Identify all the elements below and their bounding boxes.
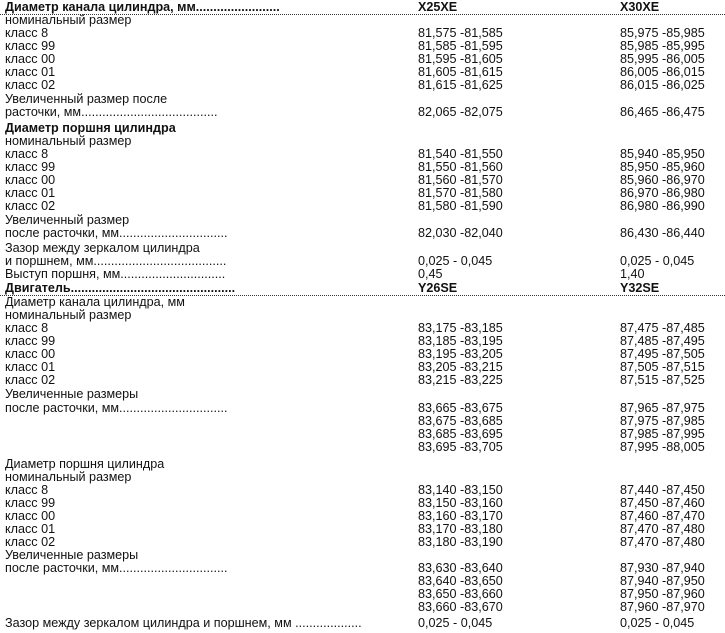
spec-row — [0, 106, 725, 120]
spec-label: номинальный размер — [5, 13, 132, 27]
spec-label: класс 02 — [5, 199, 56, 213]
spec-row — [0, 374, 725, 388]
spec-value-col1: 83,140 -83,150 — [418, 483, 503, 497]
section-header-label: Диаметр канала цилиндра, мм........................ — [5, 0, 280, 14]
spec-label: Зазор между зеркалом цилиндра и поршнем, мм ................... — [5, 616, 362, 630]
spec-label: Диаметр поршня цилиндра — [5, 457, 165, 471]
spec-row — [0, 441, 725, 455]
spec-value-col2: 87,485 -87,495 — [620, 334, 705, 348]
spec-value-col1: 83,185 -83,195 — [418, 334, 503, 348]
spec-row — [0, 617, 725, 631]
spec-value-col1: 83,665 -83,675 — [418, 401, 503, 415]
spec-value-col2: 85,995 -86,005 — [620, 52, 705, 66]
spec-value-col1: 83,630 -83,640 — [418, 561, 503, 575]
spec-value-col1: 81,595 -81,605 — [418, 52, 503, 66]
spec-row — [0, 484, 725, 498]
spec-value-col2: 85,975 -85,985 — [620, 26, 705, 40]
spec-value-col2: 87,985 -87,995 — [620, 427, 705, 441]
spec-label: Увеличенный размер — [5, 213, 130, 227]
spec-row — [0, 135, 725, 149]
spec-row — [0, 348, 725, 362]
spec-value-col2: 85,960 -86,970 — [620, 173, 705, 187]
spec-label: класс 00 — [5, 52, 56, 66]
spec-value-col2: 86,430 -86,440 — [620, 226, 705, 240]
spec-label: класс 8 — [5, 147, 49, 161]
spec-row — [0, 148, 725, 162]
spec-row — [0, 14, 725, 28]
spec-row — [0, 388, 725, 402]
spec-value-col2: 87,470 -87,480 — [620, 535, 705, 549]
spec-label: класс 99 — [5, 496, 56, 510]
spec-row — [0, 40, 725, 54]
spec-row — [0, 402, 725, 416]
spec-value-col2: 86,005 -86,015 — [620, 65, 705, 79]
spec-value-col1: 83,180 -83,190 — [418, 535, 503, 549]
spec-value-col2: 86,980 -86,990 — [620, 199, 705, 213]
spec-value-col1: 83,650 -83,660 — [418, 587, 503, 601]
spec-value-col1: 81,615 -81,625 — [418, 78, 503, 92]
spec-label: после расточки, мм............................... — [5, 401, 228, 415]
spec-value-col1: 83,175 -83,185 — [418, 321, 503, 335]
spec-value-col2: 85,940 -85,950 — [620, 147, 705, 161]
spec-value-col2: 87,495 -87,505 — [620, 347, 705, 361]
spec-value-col1: 82,065 -82,075 — [418, 105, 503, 119]
spec-row — [0, 361, 725, 375]
spec-row — [0, 187, 725, 201]
spec-row — [0, 428, 725, 442]
spec-label: номинальный размер — [5, 308, 132, 322]
spec-label: и поршнем, мм...................................... — [5, 254, 227, 268]
spec-value-col1: 83,640 -83,650 — [418, 574, 503, 588]
spec-row — [0, 335, 725, 349]
spec-row — [0, 497, 725, 511]
spec-label: после расточки, мм............................... — [5, 561, 228, 575]
spec-row — [0, 309, 725, 323]
spec-value-col1: 81,585 -81,595 — [418, 39, 503, 53]
spec-row — [0, 601, 725, 615]
spec-row — [0, 415, 725, 429]
spec-row — [0, 200, 725, 214]
spec-value-col2: 86,015 -86,025 — [620, 78, 705, 92]
spec-label: расточки, мм....................................... — [5, 105, 218, 119]
spec-label: класс 99 — [5, 39, 56, 53]
spec-label: Увеличенный размер после — [5, 92, 168, 106]
spec-row — [0, 27, 725, 41]
spec-value-col1: 83,675 -83,685 — [418, 414, 503, 428]
spec-value-col2: 86,465 -86,475 — [620, 105, 705, 119]
spec-value-col1: 82,030 -82,040 — [418, 226, 503, 240]
spec-label: номинальный размер — [5, 470, 132, 484]
spec-value-col1: 83,150 -83,160 — [418, 496, 503, 510]
spec-value-col1: 83,215 -83,225 — [418, 373, 503, 387]
spec-label: Увеличенные размеры — [5, 387, 139, 401]
spec-value-col2: 1,40 — [620, 267, 645, 281]
spec-value-col1: 0,45 — [418, 267, 443, 281]
spec-row — [0, 53, 725, 67]
spec-value-col1: 83,160 -83,170 — [418, 509, 503, 523]
spec-label: класс 01 — [5, 186, 56, 200]
spec-label: класс 01 — [5, 65, 56, 79]
spec-row — [0, 79, 725, 93]
section-header-label: Двигатель............................................... — [5, 281, 236, 295]
spec-value-col1: 81,560 -81,570 — [418, 173, 503, 187]
spec-value-col2: 87,965 -87,975 — [620, 401, 705, 415]
spec-label: класс 8 — [5, 321, 49, 335]
spec-row — [0, 322, 725, 336]
spec-value-col2: 87,930 -87,940 — [620, 561, 705, 575]
spec-value-col1: 81,580 -81,590 — [418, 199, 503, 213]
spec-label: класс 8 — [5, 483, 49, 497]
spec-value-col2: 87,995 -88,005 — [620, 440, 705, 454]
spec-value-col2: 87,505 -87,515 — [620, 360, 705, 374]
engine-code-col1: Y26SE — [418, 281, 458, 295]
spec-value-col2: 87,470 -87,480 — [620, 522, 705, 536]
spec-value-col1: 83,170 -83,180 — [418, 522, 503, 536]
spec-label: класс 01 — [5, 360, 56, 374]
spec-label: номинальный размер — [5, 134, 132, 148]
spec-row — [0, 562, 725, 576]
spec-value-col1: 83,195 -83,205 — [418, 347, 503, 361]
spec-label: класс 00 — [5, 347, 56, 361]
spec-row — [0, 471, 725, 485]
spec-row — [0, 268, 725, 282]
spec-value-col1: 81,550 -81,560 — [418, 160, 503, 174]
spec-value-col2: 87,940 -87,950 — [620, 574, 705, 588]
spec-value-col2: 0,025 - 0,045 — [620, 254, 695, 268]
spec-value-col2: 87,950 -87,960 — [620, 587, 705, 601]
spec-label: Зазор между зеркалом цилиндра — [5, 241, 200, 255]
spec-row — [0, 510, 725, 524]
spec-label: Увеличенные размеры — [5, 548, 139, 562]
spec-value-col1: 83,695 -83,705 — [418, 440, 503, 454]
spec-row — [0, 227, 725, 241]
spec-row — [0, 575, 725, 589]
spec-row — [0, 161, 725, 175]
spec-value-col2: 85,950 -85,960 — [620, 160, 705, 174]
engine-code-col1: X25XE — [418, 0, 458, 14]
spec-value-col1: 83,685 -83,695 — [418, 427, 503, 441]
section-header-row — [0, 282, 725, 296]
spec-value-col2: 87,960 -87,970 — [620, 600, 705, 614]
spec-value-col2: 87,975 -87,985 — [620, 414, 705, 428]
spec-value-col1: 0,025 - 0,045 — [418, 616, 493, 630]
spec-label: класс 00 — [5, 509, 56, 523]
spec-label: после расточки, мм............................... — [5, 226, 228, 240]
spec-value-col1: 83,660 -83,670 — [418, 600, 503, 614]
spec-value-col2: 85,985 -85,995 — [620, 39, 705, 53]
spec-label: класс 02 — [5, 78, 56, 92]
spec-label: класс 99 — [5, 160, 56, 174]
spec-row — [0, 174, 725, 188]
spec-row — [0, 66, 725, 80]
section-header-label: Диаметр поршня цилиндра — [5, 121, 176, 135]
spec-value-col2: 86,970 -86,980 — [620, 186, 705, 200]
spec-value-col2: 87,460 -87,470 — [620, 509, 705, 523]
spec-label: Диаметр канала цилиндра, мм — [5, 295, 185, 309]
spec-value-col1: 81,605 -81,615 — [418, 65, 503, 79]
spec-value-col2: 87,450 -87,460 — [620, 496, 705, 510]
spec-label: класс 99 — [5, 334, 56, 348]
spec-value-col2: 87,515 -87,525 — [620, 373, 705, 387]
spec-label: класс 02 — [5, 535, 56, 549]
spec-label: Выступ поршня, мм.............................. — [5, 267, 226, 281]
spec-value-col1: 0,025 - 0,045 — [418, 254, 493, 268]
spec-value-col1: 81,575 -81,585 — [418, 26, 503, 40]
spec-value-col2: 87,440 -87,450 — [620, 483, 705, 497]
spec-label: класс 01 — [5, 522, 56, 536]
spec-label: класс 00 — [5, 173, 56, 187]
spec-value-col2: 0,025 - 0,045 — [620, 616, 695, 630]
spec-value-col2: 87,475 -87,485 — [620, 321, 705, 335]
spec-value-col1: 83,205 -83,215 — [418, 360, 503, 374]
spec-value-col1: 81,570 -81,580 — [418, 186, 503, 200]
spec-value-col1: 81,540 -81,550 — [418, 147, 503, 161]
engine-code-col2: X30XE — [620, 0, 660, 14]
spec-row — [0, 588, 725, 602]
spec-row — [0, 523, 725, 537]
spec-label: класс 8 — [5, 26, 49, 40]
engine-code-col2: Y32SE — [620, 281, 660, 295]
spec-label: класс 02 — [5, 373, 56, 387]
